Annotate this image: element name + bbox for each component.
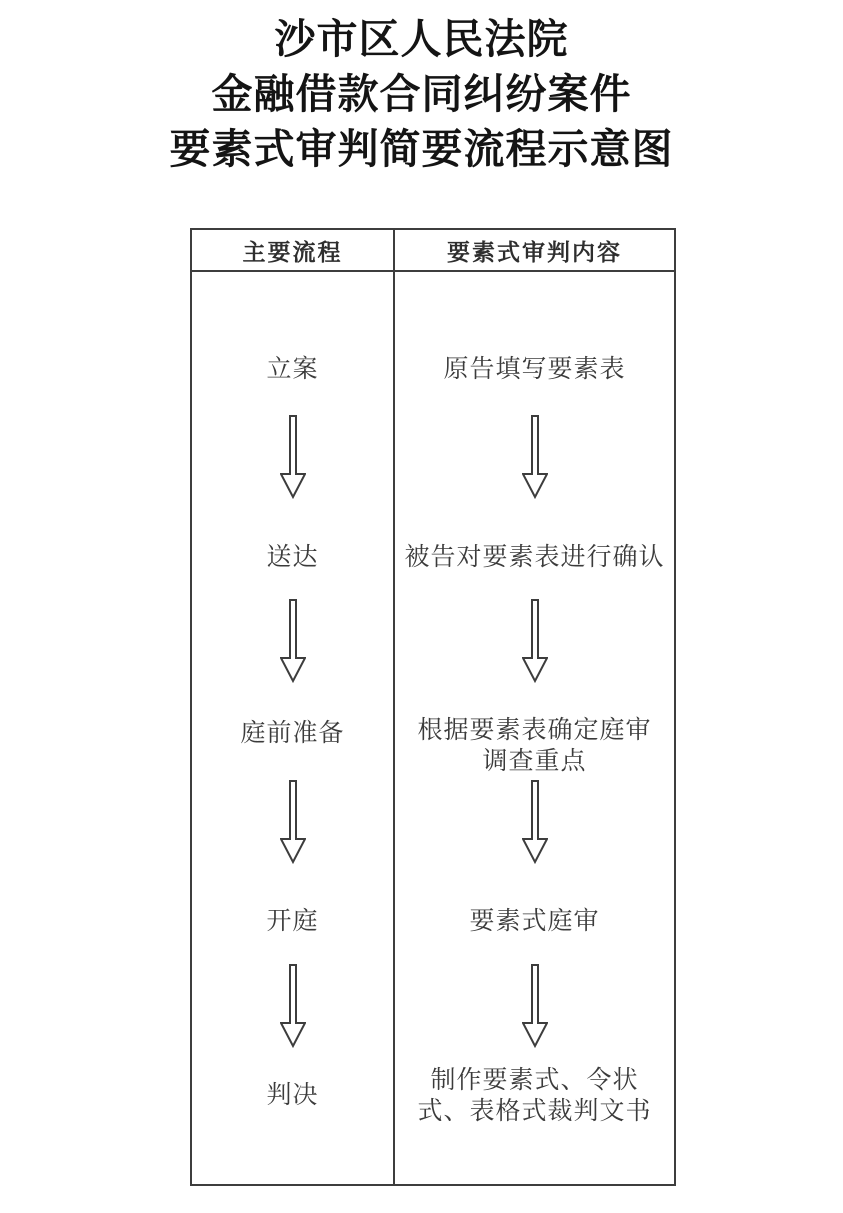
column-element-trial-content — [395, 272, 674, 1184]
content-step-defendant-confirms-form: 被告对要素表进行确认 — [404, 543, 665, 571]
content-step-determine-trial-focus — [395, 715, 674, 777]
process-step-filing: 立案 — [266, 355, 319, 383]
title-line-2: 金融借款合同纠纷案件 — [211, 70, 632, 118]
process-step-service: 送达 — [266, 543, 319, 571]
process-step-judgment: 判决 — [266, 1081, 319, 1109]
down-arrow-icon — [522, 415, 548, 499]
content-line: 调查重点 — [482, 747, 587, 775]
down-arrow-icon — [280, 780, 306, 864]
column-main-process — [192, 272, 395, 1184]
page-title — [0, 12, 843, 177]
down-arrow-icon — [280, 599, 306, 683]
table-header-row — [192, 230, 674, 272]
header-main-process: 主要流程 — [192, 230, 395, 270]
content-line: 制作要素式、令状 — [430, 1066, 639, 1094]
down-arrow-icon — [522, 780, 548, 864]
table-body — [192, 272, 674, 1184]
process-step-pretrial-preparation: 庭前准备 — [240, 719, 345, 747]
title-line-3: 要素式审判简要流程示意图 — [169, 125, 674, 173]
header-element-trial-content: 要素式审判内容 — [447, 238, 622, 265]
process-table — [190, 228, 676, 1186]
content-step-make-judgment-documents — [395, 1065, 674, 1127]
down-arrow-icon — [280, 415, 306, 499]
content-line: 根据要素表确定庭审 — [417, 716, 652, 744]
content-step-plaintiff-fills-form: 原告填写要素表 — [443, 355, 626, 383]
down-arrow-icon — [522, 599, 548, 683]
down-arrow-icon — [522, 964, 548, 1048]
process-step-court-session: 开庭 — [266, 907, 319, 935]
content-step-element-trial: 要素式庭审 — [469, 907, 600, 935]
content-line: 式、表格式裁判文书 — [417, 1097, 652, 1125]
title-line-1: 沙市区人民法院 — [274, 15, 569, 63]
down-arrow-icon — [280, 964, 306, 1048]
